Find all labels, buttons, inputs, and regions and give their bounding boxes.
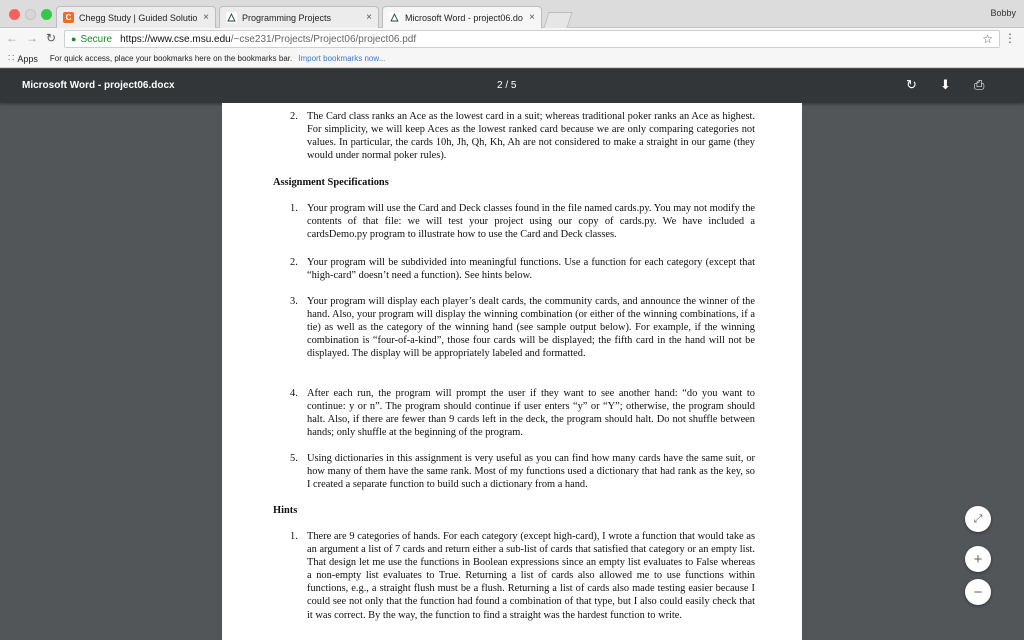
tab-label: Chegg Study | Guided Solutio — [79, 12, 198, 23]
profile-name[interactable]: Bobby — [990, 8, 1016, 18]
url-host: https://www.cse.msu.edu — [120, 33, 231, 45]
window-close-button[interactable] — [9, 9, 20, 20]
tab-label: Microsoft Word - project06.do — [405, 12, 523, 23]
window-minimize-button[interactable] — [25, 9, 36, 20]
reload-icon[interactable]: ↻ — [46, 31, 57, 45]
section-heading: Hints — [273, 505, 298, 516]
zoom-in-button[interactable]: + — [965, 546, 991, 572]
item-number: 4. — [290, 388, 298, 399]
pdf-toolbar — [0, 69, 1024, 103]
url-path: /~cse231/Projects/Project06/project06.pdf — [230, 33, 417, 45]
item-text: Your program will be subdivided into meaningful functions. Use a function for each category (except that “high-card” doesn’t need a function). See hints below. — [307, 257, 755, 282]
address-bar[interactable] — [64, 30, 1000, 48]
apps-grid-icon[interactable]: ∷ — [8, 53, 15, 64]
item-number: 1. — [290, 203, 298, 214]
secure-label: Secure — [80, 33, 113, 45]
close-icon[interactable]: × — [529, 12, 535, 23]
browser-toolbar — [0, 28, 1024, 50]
bookmarks-bar — [0, 50, 1024, 68]
document-title: Microsoft Word - project06.docx — [22, 80, 175, 91]
item-text: The Card class ranks an Ace as the lowest card in a suit; whereas traditional poker ranks an Ace as highest. For simplicity, we will keep Aces as the lowest ranked card because we are only comparing categories not values. In particular, the cards 10h, Jh, Qh, Kh, Ah are not considered to make a straight in our game (they would under normal poker rules). — [307, 111, 755, 162]
apps-link[interactable]: Apps — [17, 53, 38, 64]
item-number: 3. — [290, 296, 298, 307]
import-bookmarks-link[interactable]: Import bookmarks now... — [298, 54, 386, 63]
item-number: 2. — [290, 257, 298, 268]
item-text: There are 9 categories of hands. For each category (except high-card), I wrote a function that would take as an argument a list of 7 cards and return either a sub-list of cards that satisfied that category or an empty list. That design let me use the functions in Boolean expressions since an empty list evaluates to False whereas a non-empty list evaluates to True. Returning a list of cards also allowed me to use functions within functions, e.g., a straight flush must be a flush. Returning a list of cards also made testing easier because I could see not only that the function had found a combination of that type, but I also could easily check that it was correct. By the way, the function to find a straight was the hardest function to write. — [307, 531, 755, 621]
window-maximize-button[interactable] — [41, 9, 52, 20]
tab-label: Programming Projects — [242, 12, 332, 23]
tab-chegg[interactable] — [56, 6, 216, 28]
item-text: Using dictionaries in this assignment is very useful as you can find how many cards have the same suit, or how many of them have the same rank. Most of my functions used a dictionary that had rank as the key, so I created a separate function to build such a dictionary from a hand. — [307, 453, 755, 491]
msu-icon: △ — [390, 12, 399, 23]
msu-icon: △ — [227, 12, 236, 23]
chegg-icon: C — [63, 12, 74, 23]
bookmarks-hint: For quick access, place your bookmarks here on the bookmarks bar. — [49, 54, 293, 63]
close-icon[interactable]: × — [366, 12, 372, 23]
close-icon[interactable]: × — [203, 12, 209, 23]
item-text: Your program will use the Card and Deck classes found in the file named cards.py. You may not modify the contents of that file: we will test your project using our copy of cards.py. We have included a cardsDemo.py program to illustrate how to use the Card and Deck classes. — [307, 203, 755, 241]
lock-icon: ● — [71, 34, 77, 44]
fit-to-page-icon[interactable]: ⤢ — [965, 506, 991, 532]
item-number: 2. — [290, 111, 298, 122]
tab-strip — [0, 0, 1024, 28]
item-text: Your program will display each player’s dealt cards, the community cards, and announce the winner of the hand. Also, your program will display the winning combination (or either of the winning combinations, if a tie) as well as the category of the winning hand (see sample output below). For example, if the winning combination is “four-of-a-kind”, those four cards will be displayed; the fifth card in the hand will not be displayed. The display will be appropriately labeled and formatted. — [307, 296, 755, 360]
tab-programming-projects[interactable] — [219, 6, 379, 28]
rotate-icon[interactable]: ↻ — [906, 77, 917, 92]
forward-arrow-icon[interactable]: → — [26, 31, 38, 45]
item-number: 1. — [290, 531, 298, 542]
new-tab-button[interactable] — [543, 12, 572, 28]
back-arrow-icon[interactable]: ← — [6, 31, 18, 45]
page-indicator: 2 / 5 — [497, 80, 517, 91]
menu-dots-icon[interactable]: ⋮ — [1004, 31, 1016, 45]
download-icon[interactable]: ⬇ — [940, 77, 951, 92]
pdf-page — [222, 103, 802, 640]
section-heading: Assignment Specifications — [273, 177, 389, 188]
item-text: After each run, the program will prompt the user if they want to see another hand: “do you want to continue: y or n”. The program should continue if user enters “y” or “Y”; otherwise, the program should halt. Also, if there are fewer than 9 cards left in the deck, the program should halt. Do not shuffle between hands; only shuffle at the beginning of the program. — [307, 388, 755, 439]
tab-project06-pdf[interactable] — [382, 6, 542, 28]
zoom-out-button[interactable]: − — [965, 579, 991, 605]
bookmark-star-icon[interactable]: ☆ — [982, 32, 993, 46]
item-number: 5. — [290, 453, 298, 464]
print-icon[interactable]: ⎙ — [974, 77, 985, 92]
